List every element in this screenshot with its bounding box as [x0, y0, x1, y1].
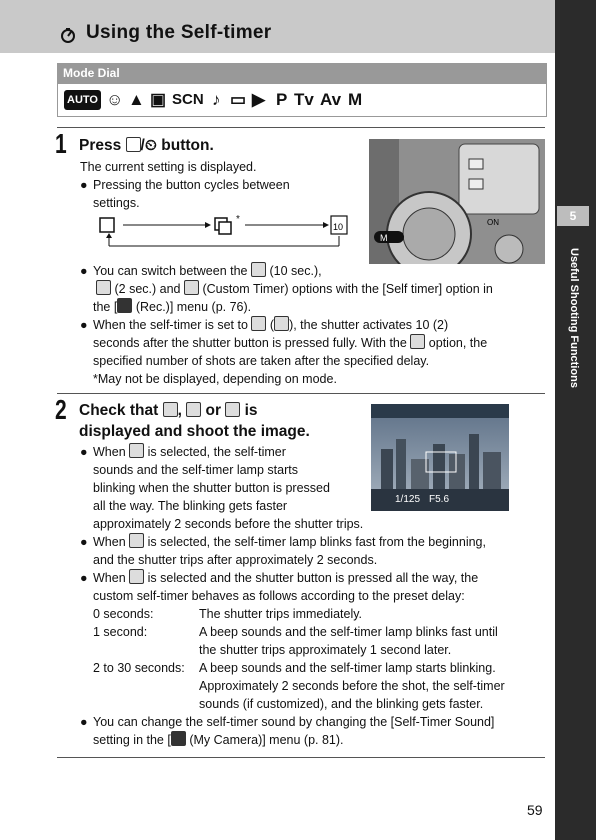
my-camera-icon — [171, 731, 186, 746]
step-1-b3-l3: specified number of shots are taken after the specified delay. — [93, 354, 430, 368]
step-2-b3-l2: custom self-timer behaves as follows according to the preset delay: — [93, 589, 465, 603]
step-1-b1-l2: settings. — [93, 196, 140, 210]
delay-label-1: 1 second: — [93, 625, 148, 639]
step-2-heading-l2: displayed and shoot the image. — [79, 423, 310, 440]
step-2-b1-l4: all the way. The blinking gets faster — [93, 499, 288, 513]
step-2-b4-l1: You can change the self-timer sound by changing the [Self-Timer Sound] — [93, 715, 495, 729]
step-1-number: 1 — [55, 128, 67, 159]
step-1-b2-l3 — [93, 298, 251, 316]
delay-text-1b: the shutter trips approximately 1 second later. — [199, 643, 452, 657]
custom-timer-icon — [129, 569, 144, 584]
text-a: You can switch between the — [93, 264, 248, 278]
svg-text:M: M — [380, 233, 388, 243]
timer-10s-icon — [129, 443, 144, 458]
lcd-photo — [371, 404, 509, 511]
step-1-current: The current setting is displayed. — [80, 160, 257, 174]
chapter-number: 5 — [557, 206, 589, 226]
text-a: the [ — [93, 300, 118, 314]
movie-mode-icon: ▶ — [252, 90, 266, 109]
timer-2s-icon — [186, 402, 201, 417]
step-1-b2-l1 — [93, 262, 322, 280]
page-title: Using the Self-timer — [86, 22, 272, 43]
title-bar — [0, 0, 555, 53]
stitch-mode-icon: ♪ — [212, 90, 221, 109]
scn-mode-label: SCN — [172, 91, 204, 108]
cycle-asterisk: * — [236, 214, 240, 225]
step-1-b3-l2 — [93, 334, 487, 352]
panorama-mode-icon: ▭ — [230, 90, 247, 109]
step-1-b1-l1: Pressing the button cycles between — [93, 178, 290, 192]
step-2-b2-l2: and the shutter trips after approximately 2 seconds. — [93, 553, 378, 567]
text-c: ), the shutter activates 10 (2) — [289, 318, 449, 332]
timer-10s-icon — [251, 316, 266, 331]
text-a: Check that — [79, 402, 159, 419]
step-2-b4-l2 — [93, 731, 344, 749]
step-2-b1-l1 — [93, 443, 286, 461]
lcd-aperture: F5.6 — [429, 494, 450, 505]
mode-dial-icons — [57, 83, 547, 117]
auto-mode-icon: AUTO — [64, 90, 101, 110]
svg-text:10: 10 — [333, 222, 344, 232]
text-b: (Rec.)] menu (p. 76). — [135, 300, 252, 314]
rec-camera-icon — [117, 298, 132, 313]
custom-timer-icon — [225, 402, 240, 417]
step-2-b2-l1 — [93, 533, 486, 551]
text-b: ( — [269, 318, 275, 332]
delay-text-2a: A beep sounds and the self-timer lamp starts blinking. — [199, 661, 496, 675]
text-a: When — [93, 535, 126, 549]
step-2-number: 2 — [55, 394, 67, 425]
text-a: (2 sec.) and — [114, 282, 181, 296]
text-b: (10 sec.), — [269, 264, 322, 278]
night-mode-icon: ▣ — [150, 90, 167, 109]
lcd-shutter: 1/125 — [395, 494, 421, 505]
page-number: 59 — [527, 802, 543, 818]
step-1-heading-a: Press — [79, 137, 122, 154]
bullet: ● — [80, 178, 88, 192]
divider — [57, 757, 545, 758]
self-timer-icon — [60, 27, 76, 43]
custom-timer-icon — [410, 334, 425, 349]
side-tab — [555, 0, 596, 840]
bullet: ● — [80, 318, 88, 332]
text-b: is selected, the self-timer lamp blinks fast from the beginning, — [147, 535, 486, 549]
svg-text:ON: ON — [487, 218, 499, 227]
timer-2s-icon — [129, 533, 144, 548]
bullet: ● — [80, 264, 88, 278]
text-a: When the self-timer is set to — [93, 318, 248, 332]
text-b: is selected, the self-timer — [147, 445, 286, 459]
divider — [57, 393, 545, 394]
text-b: option, the — [428, 336, 488, 350]
bullet: ● — [80, 571, 88, 585]
landscape-mode-icon: ▲ — [128, 90, 145, 109]
text-a: When — [93, 571, 126, 585]
text-a: When — [93, 445, 126, 459]
text-b: (My Camera)] menu (p. 81). — [189, 733, 344, 747]
text-b: is selected and the shutter button is pressed all the way, the — [147, 571, 479, 585]
step-2-heading-l1 — [79, 402, 258, 420]
step-1-heading-b: button. — [161, 137, 214, 154]
mode-m: M — [348, 90, 363, 109]
timer-2s-icon — [96, 280, 111, 295]
text-c: or — [205, 402, 221, 419]
delay-text-1a: A beep sounds and the self-timer lamp blinks fast until — [199, 625, 498, 639]
text-d: is — [244, 402, 258, 419]
timer-2s-icon — [274, 316, 289, 331]
step-1-note: *May not be displayed, depending on mode. — [93, 372, 337, 386]
step-1-heading: Press /⏲ button. — [79, 137, 214, 154]
chapter-label: Useful Shooting Functions — [568, 248, 580, 388]
step-1-b3-l1 — [93, 316, 448, 334]
camera-top-photo — [369, 139, 545, 264]
cycle-diagram — [95, 214, 355, 254]
timer-10s-icon — [251, 262, 266, 277]
delay-label-2: 2 to 30 seconds: — [93, 661, 185, 675]
bullet: ● — [80, 715, 88, 729]
divider — [57, 127, 545, 128]
delay-text-0: The shutter trips immediately. — [199, 607, 363, 621]
text-a: seconds after the shutter button is pressed fully. With the — [93, 336, 407, 350]
mode-dial-header: Mode Dial — [57, 63, 547, 83]
step-1-b2-l2 — [96, 280, 493, 298]
text-b: , — [177, 402, 182, 419]
timer-icon: ⏲ — [144, 137, 157, 154]
bullet: ● — [80, 535, 88, 549]
mode-av: Av — [320, 90, 342, 109]
step-2-b1-l3: blinking when the shutter button is pressed — [93, 481, 330, 495]
bullet: ● — [80, 445, 88, 459]
timer-10s-icon — [163, 402, 178, 417]
mode-tv: Tv — [294, 90, 314, 109]
step-2-b3-l1 — [93, 569, 478, 587]
continuous-selftimer-icon — [126, 137, 141, 152]
custom-timer-icon — [184, 280, 199, 295]
text-b: (Custom Timer) options with the [Self timer] option in — [202, 282, 493, 296]
step-2-b1-l5: approximately 2 seconds before the shutter trips. — [93, 517, 364, 531]
step-2-b1-l2: sounds and the self-timer lamp starts — [93, 463, 298, 477]
delay-label-0: 0 seconds: — [93, 607, 154, 621]
text-a: setting in the [ — [93, 733, 171, 747]
delay-text-2c: sounds (if customized), and the blinking gets faster. — [199, 697, 484, 711]
portrait-mode-icon: ☺ — [106, 90, 124, 109]
mode-p: P — [276, 90, 288, 109]
delay-text-2b: Approximately 2 seconds before the shot, the self-timer — [199, 679, 505, 693]
